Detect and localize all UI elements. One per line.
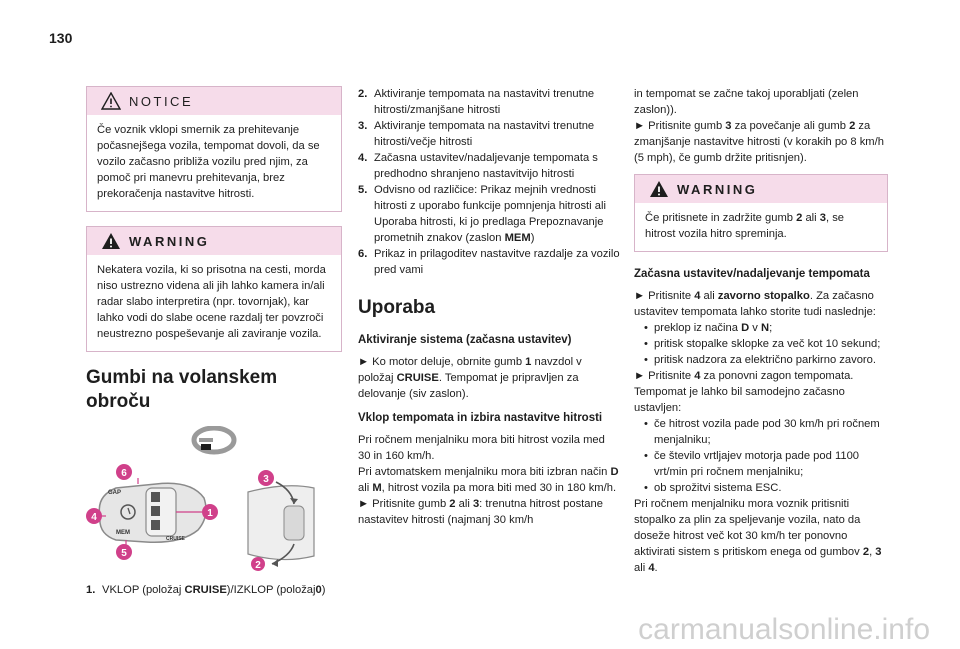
list-number: 1.: [86, 584, 96, 596]
continued-text: in tempomat se začne takoj uporabljati (zelen zaslon)).: [634, 88, 859, 116]
steering-wheel-icon: [194, 428, 234, 452]
manual-gearbox-text: Pri ročnem menjalniku mora voznik pritisniti stopalko za plin za speljevanje vozila, nato da doseže hitrost več kot 30 km/h ter ponovno aktivirati sistem s pritiskom enega od gumbov 2, 3 ali 4.: [634, 498, 882, 574]
pause-text: ► Pritisnite 4 ali zavorno stopalko. Za začasno ustavitev tempomata lahko storite tudi naslednje:: [634, 290, 876, 318]
svg-text:2: 2: [255, 560, 261, 571]
callout-3: [258, 470, 274, 486]
warning-header: [635, 175, 887, 203]
notice-header: [87, 87, 341, 115]
adjust-speed-text: ► Pritisnite gumb 3 za povečanje ali gumb 2 za zmanjšanje nastavitve hitrosti (v korakih po 8 km/h (5 mph), če gumb držite pritisnjen).: [634, 120, 884, 164]
bullet-item: • pritisk stopalke sklopke za več kot 10 sekund;: [644, 338, 881, 350]
warning-triangle-icon: [101, 232, 121, 250]
subtitle-pause: Začasna ustavitev/nadaljevanje tempomata: [634, 268, 870, 280]
list-text: Odvisno od različice: Prikaz mejnih vrednosti hitrosti z uporabo funkcije pomnjenja hitrosti ali Uporaba hitrosti, ki jo predlaga Prepoznavanje prometnih znakov (zaslon MEM): [374, 184, 606, 244]
svg-text:3: 3: [263, 474, 269, 485]
bullet-item: • pritisk nadzora za električno parkirno zavoro.: [644, 354, 876, 366]
bullet-item: • če hitrost vozila pade pod 30 km/h pri ročnem menjalniku;: [644, 418, 880, 446]
warning-box: [86, 226, 342, 352]
steering-controls-illustration: [86, 426, 342, 572]
page-number: 130: [49, 30, 73, 46]
column-1: [86, 86, 342, 598]
mem-label: MEM: [116, 530, 130, 536]
subtitle-enable: Vklop tempomata in izbira nastavitve hitrosti: [358, 412, 603, 424]
bullet-item: • ob sprožitvi sistema ESC.: [644, 482, 782, 494]
list-text: Prikaz in prilagoditev nastavitve razdalje za vozilo pred vami: [374, 248, 620, 276]
list-number: 2.: [358, 88, 368, 100]
warning-text: Nekatera vozila, ki so prisotna na cesti, morda niso ustrezno videna ali jih lahko kamera in/ali radar slabo interpretira (npr. tovornjak), kar lahko vodi do slabe ocene razdalj ter povzroči neustrezno pospeševanje ali zaviranje vozila.: [97, 264, 326, 340]
warning-title: WARNING: [129, 234, 210, 249]
steering-controls-figure: [86, 426, 342, 572]
list-number: 4.: [358, 152, 368, 164]
warning-text: Če pritisnete in zadržite gumb 2 ali 3, se hitrost vozila hitro spreminja.: [645, 212, 845, 240]
section-title-buttons: Gumbi na volanskem obroču: [86, 367, 278, 412]
list-text: VKLOP (položaj CRUISE)/IZKLOP (položaj0): [102, 584, 326, 596]
gap-label: GAP: [108, 490, 122, 496]
svg-text:5: 5: [121, 548, 127, 559]
warning-triangle-icon: [649, 180, 669, 198]
svg-text:6: 6: [121, 468, 127, 479]
restart-text: ► Pritisnite 4 za ponovni zagon tempomata.: [634, 370, 854, 382]
lever-side-view: [248, 482, 314, 567]
cruise-lever: [98, 478, 206, 548]
activation-text: ► Ko motor deluje, obrnite gumb 1 navzdol v položaj CRUISE. Tempomat je pripravljen za delovanje (siv zaslon).: [358, 356, 582, 400]
section-title-usage: Uporaba: [358, 297, 436, 318]
list-text: Aktiviranje tempomata na nastavitvi trenutne hitrosti/zmanjšane hitrosti: [374, 88, 595, 116]
callout-6: [116, 464, 132, 480]
notice-title: NOTICE: [129, 94, 194, 109]
callout-5: [116, 544, 132, 560]
list-item: [358, 182, 620, 246]
svg-text:1: 1: [207, 508, 213, 519]
list-text: Aktiviranje tempomata na nastavitvi trenutne hitrosti/večje hitrosti: [374, 120, 595, 148]
warning-triangle-icon: [101, 92, 121, 110]
list-number: 6.: [358, 248, 368, 260]
notice-box: [86, 86, 342, 212]
column-3: [634, 86, 888, 584]
callout-2: [251, 557, 265, 571]
footer-watermark: carmanualsonline.info: [638, 613, 930, 646]
warning-box-2: [634, 174, 888, 252]
warning-header: [87, 227, 341, 255]
list-text: Začasna ustavitev/nadaljevanje tempomata s predhodno shranjeno nastavitvijo hitrosti: [374, 152, 598, 180]
enable-text-3: ► Pritisnite gumb 2 ali 3: trenutna hitrost postane nastavitev hitrosti (najmanj 30 km/h: [358, 498, 603, 526]
list-item: [358, 246, 620, 278]
enable-text-2: Pri avtomatskem menjalniku mora biti izbran način D ali M, hitrost vozila pa mora biti med 30 in 180 km/h.: [358, 466, 619, 494]
column-2: [358, 86, 620, 536]
list-item: [358, 86, 620, 118]
callout-4: [86, 508, 102, 524]
warning-title: WARNING: [677, 182, 758, 197]
bullet-item: • če število vrtljajev motorja pade pod 1100 vrt/min pri ročnem menjalniku;: [644, 450, 860, 478]
cruise-label: CRUISE: [166, 536, 185, 542]
list-item: [86, 582, 342, 598]
subtitle-activation: Aktiviranje sistema (začasna ustavitev): [358, 334, 572, 346]
bullet-item: • preklop iz načina D v N;: [644, 322, 773, 334]
auto-pause-text: Tempomat je lahko bil samodejno začasno ustavljen:: [634, 386, 845, 414]
callout-1: [202, 504, 218, 520]
list-number: 5.: [358, 184, 368, 196]
notice-text: Če voznik vklopi smernik za prehitevanje počasnejšega vozila, tempomat dovoli, da se vozilo začasno približa vozilu pred njim, za pomoč pri manevru prehitevanja, brez prekoračenja nastavitve hitrosti.: [97, 124, 320, 200]
enable-text-1: Pri ročnem menjalniku mora biti hitrost vozila med 30 in 160 km/h.: [358, 434, 605, 462]
svg-text:4: 4: [91, 512, 97, 523]
list-item: [358, 150, 620, 182]
list-number: 3.: [358, 120, 368, 132]
list-item: [358, 118, 620, 150]
